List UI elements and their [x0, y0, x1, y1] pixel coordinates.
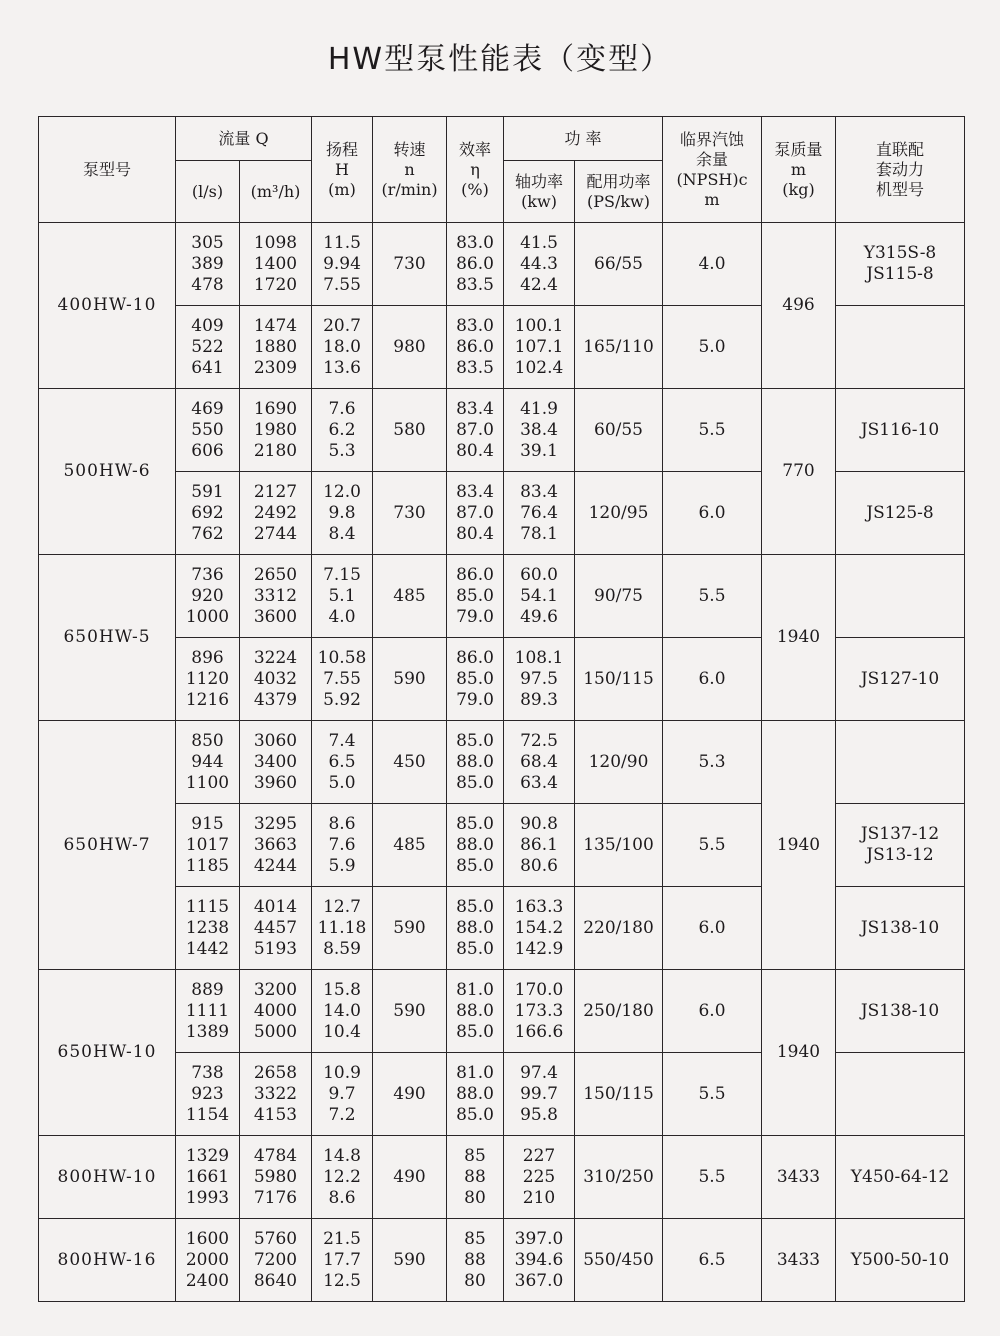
table-row [39, 970, 965, 1053]
header-mass: 泵质量 m (kg) [762, 117, 836, 223]
flow-ls-cell: 409 522 641 [176, 306, 240, 389]
table-row [39, 721, 965, 804]
header-row-1 [39, 117, 965, 161]
flow-m3h-cell: 1690 1980 2180 [240, 389, 312, 472]
shaft-power-cell: 72.5 68.4 63.4 [504, 721, 575, 804]
npsh-cell: 5.5 [663, 555, 762, 638]
npsh-cell: 5.5 [663, 1053, 762, 1136]
head-cell: 8.6 7.6 5.9 [312, 804, 373, 887]
header-matched-power: 配用功率 (PS/kw) [575, 161, 663, 223]
flow-ls-cell: 736 920 1000 [176, 555, 240, 638]
shaft-power-cell: 108.1 97.5 89.3 [504, 638, 575, 721]
npsh-cell: 6.0 [663, 970, 762, 1053]
header-head: 扬程 H (m) [312, 117, 373, 223]
mass-cell: 3433 [762, 1219, 836, 1302]
matched-power-cell: 90/75 [575, 555, 663, 638]
motor-cell [836, 1053, 965, 1136]
flow-m3h-cell: 1474 1880 2309 [240, 306, 312, 389]
npsh-cell: 5.5 [663, 804, 762, 887]
table-row [39, 389, 965, 472]
header-flow-m3h: (m³/h) [240, 161, 312, 223]
speed-cell: 485 [373, 804, 447, 887]
npsh-cell: 6.5 [663, 1219, 762, 1302]
npsh-cell: 5.5 [663, 1136, 762, 1219]
table-row [39, 1136, 965, 1219]
speed-cell: 590 [373, 887, 447, 970]
flow-ls-cell: 1115 1238 1442 [176, 887, 240, 970]
efficiency-cell: 85.0 88.0 85.0 [447, 804, 504, 887]
matched-power-cell: 120/90 [575, 721, 663, 804]
flow-m3h-cell: 5760 7200 8640 [240, 1219, 312, 1302]
npsh-cell: 4.0 [663, 223, 762, 306]
flow-m3h-cell: 3060 3400 3960 [240, 721, 312, 804]
head-cell: 7.6 6.2 5.3 [312, 389, 373, 472]
mass-cell: 1940 [762, 721, 836, 970]
speed-cell: 980 [373, 306, 447, 389]
npsh-cell: 6.0 [663, 887, 762, 970]
flow-ls-cell: 1600 2000 2400 [176, 1219, 240, 1302]
matched-power-cell: 150/115 [575, 1053, 663, 1136]
head-cell: 21.5 17.7 12.5 [312, 1219, 373, 1302]
header-motor: 直联配 套动力 机型号 [836, 117, 965, 223]
model-cell: 650HW-7 [39, 721, 176, 970]
model-cell: 650HW-10 [39, 970, 176, 1136]
head-cell: 11.5 9.94 7.55 [312, 223, 373, 306]
model-cell: 800HW-10 [39, 1136, 176, 1219]
head-cell: 10.58 7.55 5.92 [312, 638, 373, 721]
npsh-cell: 6.0 [663, 472, 762, 555]
flow-m3h-cell: 2658 3322 4153 [240, 1053, 312, 1136]
flow-m3h-cell: 3224 4032 4379 [240, 638, 312, 721]
head-cell: 7.4 6.5 5.0 [312, 721, 373, 804]
flow-ls-cell: 591 692 762 [176, 472, 240, 555]
head-cell: 7.15 5.1 4.0 [312, 555, 373, 638]
speed-cell: 590 [373, 638, 447, 721]
motor-cell: JS127-10 [836, 638, 965, 721]
header-flow-ls: (l/s) [176, 161, 240, 223]
head-cell: 10.9 9.7 7.2 [312, 1053, 373, 1136]
efficiency-cell: 86.0 85.0 79.0 [447, 638, 504, 721]
flow-ls-cell: 1329 1661 1993 [176, 1136, 240, 1219]
motor-cell [836, 555, 965, 638]
flow-ls-cell: 915 1017 1185 [176, 804, 240, 887]
model-cell: 400HW-10 [39, 223, 176, 389]
flow-m3h-cell: 3200 4000 5000 [240, 970, 312, 1053]
flow-m3h-cell: 1098 1400 1720 [240, 223, 312, 306]
mass-cell: 496 [762, 223, 836, 389]
efficiency-cell: 85 88 80 [447, 1136, 504, 1219]
flow-ls-cell: 305 389 478 [176, 223, 240, 306]
speed-cell: 730 [373, 223, 447, 306]
npsh-cell: 5.3 [663, 721, 762, 804]
efficiency-cell: 83.0 86.0 83.5 [447, 223, 504, 306]
shaft-power-cell: 163.3 154.2 142.9 [504, 887, 575, 970]
speed-cell: 485 [373, 555, 447, 638]
speed-cell: 590 [373, 970, 447, 1053]
efficiency-cell: 83.4 87.0 80.4 [447, 472, 504, 555]
flow-m3h-cell: 4014 4457 5193 [240, 887, 312, 970]
page-title: HW型泵性能表（变型） [327, 42, 673, 77]
shaft-power-cell: 41.9 38.4 39.1 [504, 389, 575, 472]
flow-m3h-cell: 2650 3312 3600 [240, 555, 312, 638]
speed-cell: 730 [373, 472, 447, 555]
efficiency-cell: 86.0 85.0 79.0 [447, 555, 504, 638]
shaft-power-cell: 397.0 394.6 367.0 [504, 1219, 575, 1302]
shaft-power-cell: 170.0 173.3 166.6 [504, 970, 575, 1053]
motor-cell: JS125-8 [836, 472, 965, 555]
flow-ls-cell: 469 550 606 [176, 389, 240, 472]
motor-cell: JS116-10 [836, 389, 965, 472]
head-cell: 15.8 14.0 10.4 [312, 970, 373, 1053]
speed-cell: 490 [373, 1136, 447, 1219]
npsh-cell: 5.0 [663, 306, 762, 389]
performance-table [38, 116, 965, 1302]
model-cell: 500HW-6 [39, 389, 176, 555]
head-cell: 14.8 12.2 8.6 [312, 1136, 373, 1219]
motor-cell [836, 721, 965, 804]
efficiency-cell: 81.0 88.0 85.0 [447, 970, 504, 1053]
mass-cell: 1940 [762, 555, 836, 721]
header-efficiency: 效率 η (%) [447, 117, 504, 223]
npsh-cell: 5.5 [663, 389, 762, 472]
shaft-power-cell: 41.5 44.3 42.4 [504, 223, 575, 306]
shaft-power-cell: 90.8 86.1 80.6 [504, 804, 575, 887]
flow-ls-cell: 896 1120 1216 [176, 638, 240, 721]
flow-ls-cell: 738 923 1154 [176, 1053, 240, 1136]
header-power: 功 率 [504, 117, 663, 161]
matched-power-cell: 220/180 [575, 887, 663, 970]
motor-cell [836, 306, 965, 389]
header-flow: 流量 Q [176, 117, 312, 161]
efficiency-cell: 85 88 80 [447, 1219, 504, 1302]
motor-cell: JS138-10 [836, 970, 965, 1053]
flow-ls-cell: 850 944 1100 [176, 721, 240, 804]
motor-cell: JS138-10 [836, 887, 965, 970]
motor-cell: Y315S-8 JS115-8 [836, 223, 965, 306]
speed-cell: 450 [373, 721, 447, 804]
matched-power-cell: 60/55 [575, 389, 663, 472]
mass-cell: 1940 [762, 970, 836, 1136]
efficiency-cell: 83.0 86.0 83.5 [447, 306, 504, 389]
matched-power-cell: 165/110 [575, 306, 663, 389]
matched-power-cell: 66/55 [575, 223, 663, 306]
model-cell: 650HW-5 [39, 555, 176, 721]
header-speed: 转速 n (r/min) [373, 117, 447, 223]
flow-ls-cell: 889 1111 1389 [176, 970, 240, 1053]
table-row [39, 555, 965, 638]
mass-cell: 770 [762, 389, 836, 555]
header-shaft-power: 轴功率 (kw) [504, 161, 575, 223]
efficiency-cell: 83.4 87.0 80.4 [447, 389, 504, 472]
matched-power-cell: 550/450 [575, 1219, 663, 1302]
matched-power-cell: 250/180 [575, 970, 663, 1053]
matched-power-cell: 135/100 [575, 804, 663, 887]
flow-m3h-cell: 3295 3663 4244 [240, 804, 312, 887]
matched-power-cell: 120/95 [575, 472, 663, 555]
header-npsh: 临界汽蚀 余量 (NPSH)c m [663, 117, 762, 223]
shaft-power-cell: 227 225 210 [504, 1136, 575, 1219]
motor-cell: Y500-50-10 [836, 1219, 965, 1302]
motor-cell: JS137-12 JS13-12 [836, 804, 965, 887]
npsh-cell: 6.0 [663, 638, 762, 721]
header-model: 泵型号 [39, 117, 176, 223]
head-cell: 12.7 11.18 8.59 [312, 887, 373, 970]
shaft-power-cell: 83.4 76.4 78.1 [504, 472, 575, 555]
shaft-power-cell: 60.0 54.1 49.6 [504, 555, 575, 638]
shaft-power-cell: 97.4 99.7 95.8 [504, 1053, 575, 1136]
motor-cell: Y450-64-12 [836, 1136, 965, 1219]
model-cell: 800HW-16 [39, 1219, 176, 1302]
shaft-power-cell: 100.1 107.1 102.4 [504, 306, 575, 389]
flow-m3h-cell: 2127 2492 2744 [240, 472, 312, 555]
head-cell: 12.0 9.8 8.4 [312, 472, 373, 555]
table-row [39, 1219, 965, 1302]
mass-cell: 3433 [762, 1136, 836, 1219]
matched-power-cell: 150/115 [575, 638, 663, 721]
speed-cell: 490 [373, 1053, 447, 1136]
matched-power-cell: 310/250 [575, 1136, 663, 1219]
flow-m3h-cell: 4784 5980 7176 [240, 1136, 312, 1219]
efficiency-cell: 85.0 88.0 85.0 [447, 887, 504, 970]
efficiency-cell: 81.0 88.0 85.0 [447, 1053, 504, 1136]
table-row [39, 223, 965, 306]
efficiency-cell: 85.0 88.0 85.0 [447, 721, 504, 804]
head-cell: 20.7 18.0 13.6 [312, 306, 373, 389]
speed-cell: 590 [373, 1219, 447, 1302]
speed-cell: 580 [373, 389, 447, 472]
